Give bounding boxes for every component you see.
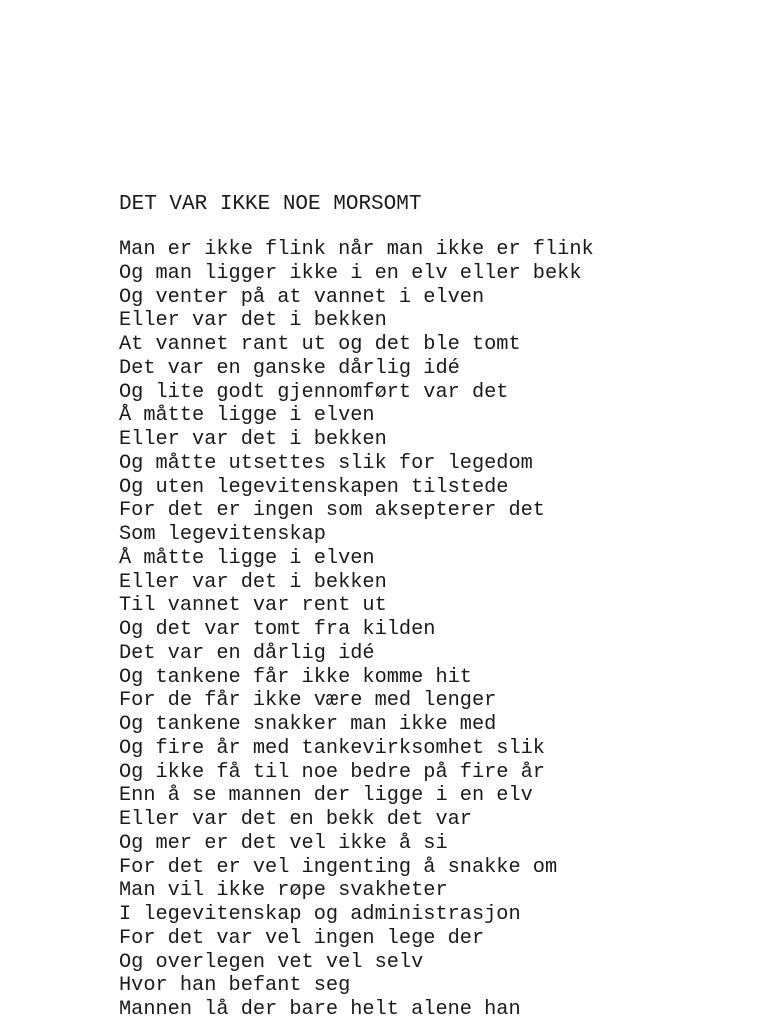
poem-line: For det er vel ingenting å snakke om: [119, 855, 558, 879]
poem-line: Mannen lå der bare helt alene han: [119, 998, 521, 1021]
poem-line: Og det var tomt fra kilden: [119, 618, 436, 641]
poem-body: [119, 238, 759, 1022]
poem-line: Og overlegen vet vel selv: [119, 950, 424, 974]
poem-line: Eller var det i bekken: [119, 570, 387, 594]
poem-line: Og tankene snakker man ikke med: [119, 713, 497, 736]
poem-line: Og fire år med tankevirksomhet slik: [119, 736, 545, 760]
poem-line: Og tankene får ikke komme hit: [119, 665, 472, 689]
poem-line: Og venter på at vannet i elven: [119, 285, 485, 309]
poem-line: Eller var det en bekk det var: [119, 808, 472, 831]
poem-line: For det var vel ingen lege der: [119, 926, 485, 950]
poem-line: Man er ikke flink når man ikke er flink: [119, 238, 594, 261]
poem-line: Det var en dårlig idé: [119, 641, 375, 665]
poem-line: Eller var det i bekken: [119, 428, 387, 451]
poem-line: At vannet rant ut og det ble tomt: [119, 333, 521, 356]
poem-line: Å måtte ligge i elven: [119, 404, 375, 428]
poem-line: Det var en ganske dårlig idé: [119, 356, 460, 380]
poem-line: I legevitenskap og administrasjon: [119, 903, 521, 926]
poem-line: For det er ingen som aksepterer det: [119, 499, 545, 523]
poem-line: Man vil ikke røpe svakheter: [119, 879, 448, 903]
poem-line: Hvor han befant seg: [119, 974, 351, 998]
poem-line: Og ikke få til noe bedre på fire år: [119, 760, 545, 784]
poem-line: Og uten legevitenskapen tilstede: [119, 475, 509, 499]
poem-line: Eller var det i bekken: [119, 309, 387, 333]
poem-line: Å måtte ligge i elven: [119, 546, 375, 570]
poem-line: Som legevitenskap: [119, 523, 326, 546]
poem-line: Og måtte utsettes slik for legedom: [119, 451, 533, 475]
poem-line: Og lite godt gjennomført var det: [119, 380, 509, 404]
poem: [119, 190, 759, 1022]
poem-line: Og mer er det vel ikke å si: [119, 831, 448, 855]
poem-line: Og man ligger ikke i en elv eller bekk: [119, 261, 582, 285]
poem-title: DET VAR IKKE NOE MORSOMT: [119, 193, 422, 216]
poem-line: Enn å se mannen der ligge i en elv: [119, 784, 533, 808]
poem-line: For de får ikke være med lenger: [119, 689, 497, 713]
poem-line: Til vannet var rent ut: [119, 594, 387, 618]
